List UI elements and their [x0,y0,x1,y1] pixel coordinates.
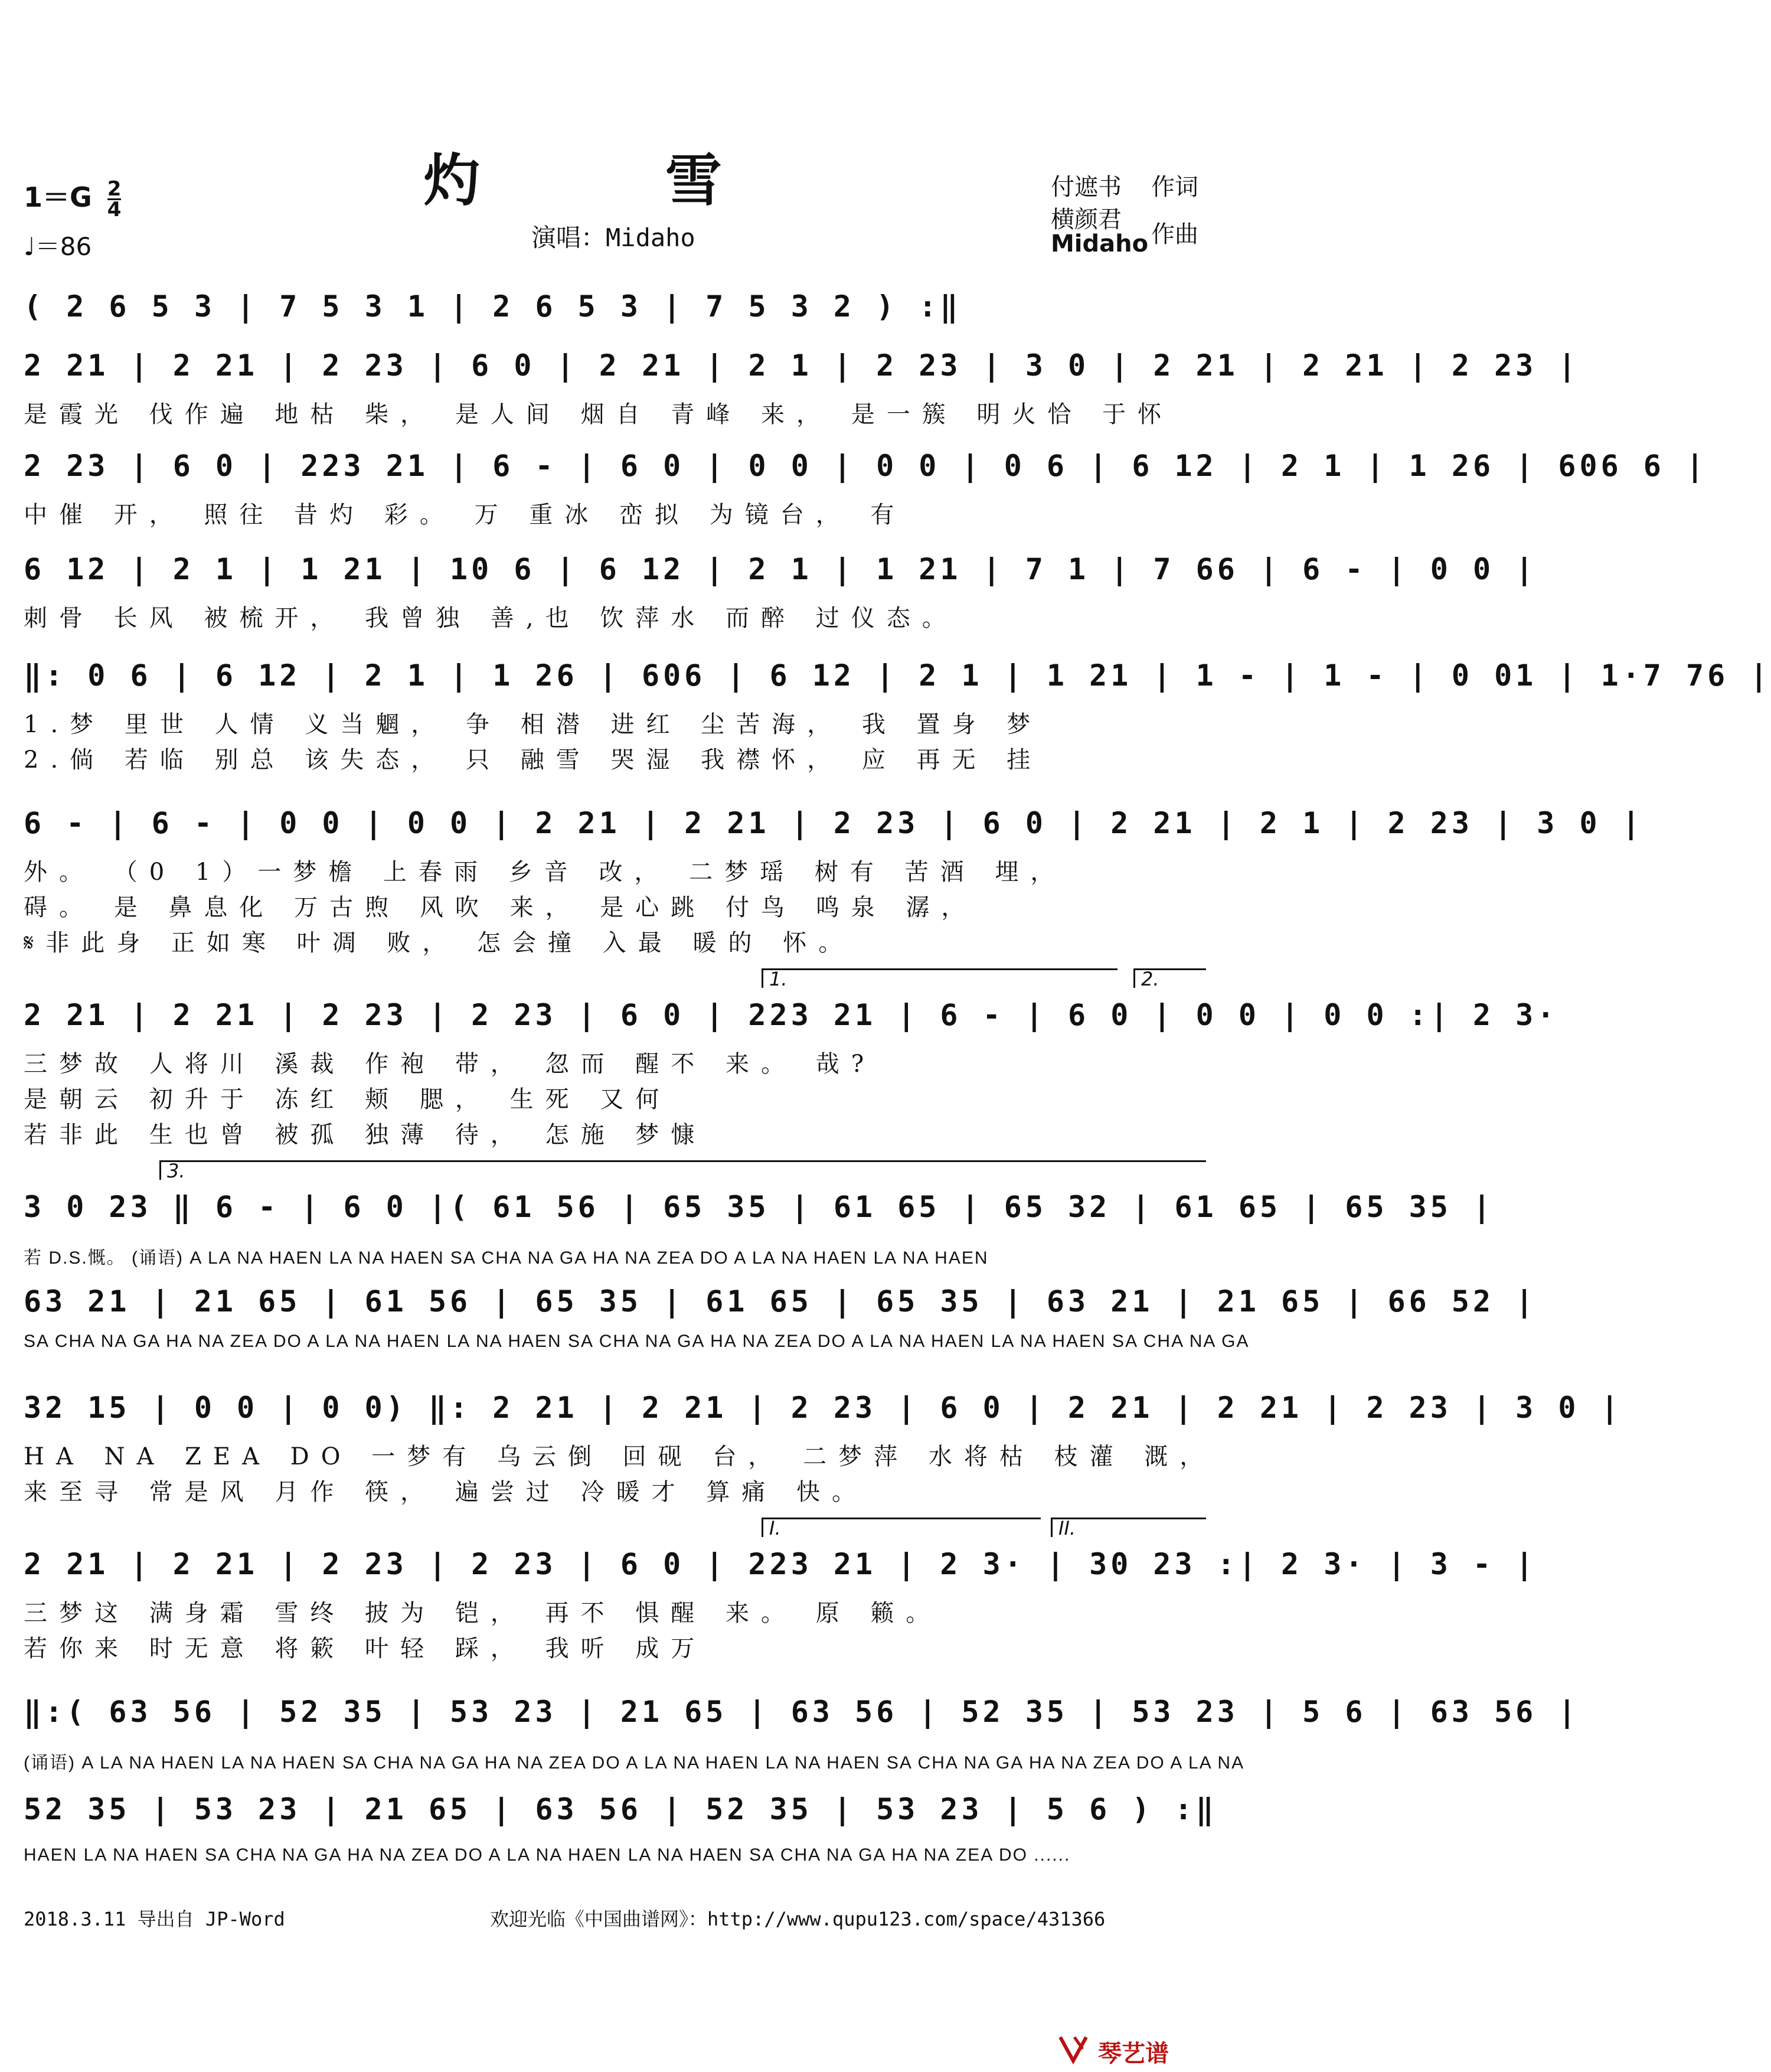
tempo-marking: ♩＝86 [24,232,92,261]
volta-bracket-2 [1133,968,1206,988]
time-numerator: 2 [107,177,122,201]
notation-line: ‖:( 63 56 | 52 35 | 53 23 | 21 65 | 63 56 | 52 35 | 53 23 | 5 6 | 63 56 | [24,1695,1580,1729]
notation-line: ‖: 0 6 | 6 12 | 2 1 | 1 26 | 606 | 6 12 | 2 1 | 1 21 | 1 - | 1 - | 0 01 | 1·7 76 | [24,658,1771,693]
notation-line: 2 21 | 2 21 | 2 23 | 6 0 | 2 21 | 2 1 | 2 23 | 3 0 | 2 21 | 2 21 | 2 23 | [24,348,1580,383]
song-title: 灼 雪 [423,147,805,214]
site-logo [1057,2031,1210,2067]
notation-line: 2 21 | 2 21 | 2 23 | 2 23 | 6 0 | 223 21 | 2 3· | 30 23 :| 2 3· | 3 - | [24,1547,1537,1581]
lyric-line: 若 D.S.慨。 (诵语) A LA NA HAEN LA NA HAEN SA CHA NA GA HA NA ZEA DO A LA NA HAEN LA NA HAEN [24,1248,989,1268]
volta-label: 3. [167,1160,185,1182]
lyric-line: 若你来 时无意 将簌 叶轻 踩， 我听 成万 [24,1635,707,1662]
composer-name-1: 横颜君 [1051,206,1122,233]
time-signature [107,177,122,221]
lyricist-name: 付遮书 [1051,174,1122,201]
lyric-line: 若非此 生也曾 被孤 独薄 待， 怎施 梦慷 [24,1121,707,1148]
notation-line: 2 23 | 6 0 | 223 21 | 6 - | 6 0 | 0 0 | 0 0 | 0 6 | 6 12 | 2 1 | 1 26 | 606 6 | [24,449,1708,483]
volta-bracket-ii [1051,1518,1206,1537]
export-note: 2018.3.11 导出自 JP-Word [24,1908,285,1930]
lyric-line: 来至寻 常是风 月作 筷， 遍尝过 冷暖才 算痛 快。 [24,1479,868,1506]
logo-text: 琴艺谱 [1098,2040,1169,2067]
key-signature [24,176,121,219]
notation-line: 32 15 | 0 0 | 0 0) ‖: 2 21 | 2 21 | 2 23 | 6 0 | 2 21 | 2 21 | 2 23 | 3 0 | [24,1391,1622,1425]
composer-role: 作曲 [1151,221,1198,248]
lyric-line: SA CHA NA GA HA NA ZEA DO A LA NA HAEN LA NA HAEN SA CHA NA GA HA NA ZEA DO A LA NA HAEN LA NA HAEN SA CHA NA GA [24,1332,1250,1351]
lyricist-role: 作词 [1151,174,1198,201]
volta-label: I. [769,1517,781,1539]
notation-line: 3 0 23 ‖ 6 - | 6 0 |( 61 56 | 65 35 | 61 65 | 65 32 | 61 65 | 65 35 | [24,1190,1495,1224]
lyric-line: 1.梦 里世 人情 义当魍， 争 相潜 进红 尘苦海， 我 置身 梦 [24,711,1043,738]
lyric-line: (诵语) A LA NA HAEN LA NA HAEN SA CHA NA GA HA NA ZEA DO A LA NA HAEN LA NA HAEN SA CHA NA GA HA NA ZEA DO A LA NA [24,1753,1245,1773]
key-text: 1＝G [24,181,92,213]
volta-bracket-3 [159,1160,1206,1180]
composer-name-2: Midaho [1051,230,1149,257]
lyric-line: 三梦故 人将川 溪裁 作袍 带， 忽而 醒不 来。 哉? [24,1050,876,1078]
lyric-line: 刺骨 长风 被梳开， 我曾独 善,也 饮萍水 而醉 过仪态。 [24,605,958,632]
notation-line: ( 2 6 5 3 | 7 5 3 1 | 2 6 5 3 | 7 5 3 2 ) :‖ [24,289,962,324]
time-denominator: 4 [107,198,122,221]
volta-bracket-1 [762,968,1118,988]
volta-bracket-i [762,1518,1041,1537]
singer-credit: 演唱：Midaho [531,223,695,252]
volta-label: 2. [1141,968,1159,990]
lyric-line: HAEN LA NA HAEN SA CHA NA GA HA NA ZEA DO A LA NA HAEN LA NA HAEN SA CHA NA GA HA NA ZEA DO ...... [24,1845,1071,1865]
volta-label: 1. [769,968,788,990]
lyric-line: 三梦这 满身霜 雪终 披为 铠， 再不 惧醒 来。 原 籁。 [24,1600,942,1627]
notation-line: 6 - | 6 - | 0 0 | 0 0 | 2 21 | 2 21 | 2 23 | 6 0 | 2 21 | 2 1 | 2 23 | 3 0 | [24,806,1643,840]
lyric-line: 是朝云 初升于 冻红 颊 腮， 生死 又何 [24,1086,671,1113]
notation-line: 6 12 | 2 1 | 1 21 | 10 6 | 6 12 | 2 1 | 1 21 | 7 1 | 7 66 | 6 - | 0 0 | [24,552,1537,586]
lyric-line: 碍。 是 鼻息化 万古煦 风吹 来， 是心跳 付鸟 鸣泉 潺， [24,894,977,921]
lyric-line: 2.倘 若临 别总 该失态， 只 融雪 哭湿 我襟怀， 应 再无 挂 [24,746,1043,774]
lyric-line: 外。 （0 1）一梦檐 上春雨 乡音 改， 二梦瑶 树有 苦酒 埋， [24,859,1066,886]
lyric-line: 𝄋非此身 正如寒 叶凋 败， 怎会撞 入最 暖的 怀。 [24,929,854,957]
lyric-line: HA NA ZEA DO 一梦有 乌云倒 回砚 台， 二梦萍 水将枯 枝灌 溉， [24,1443,1215,1470]
site-link[interactable]: 欢迎光临《中国曲谱网》：http://www.qupu123.com/space/431366 [490,1908,1106,1930]
notation-line: 63 21 | 21 65 | 61 56 | 65 35 | 61 65 | 65 35 | 63 21 | 21 65 | 66 52 | [24,1284,1537,1319]
lyric-line: 中催 开， 照往 昔灼 彩。 万 重冰 峦拟 为镜台， 有 [24,501,906,528]
notation-line: 52 35 | 53 23 | 21 65 | 63 56 | 52 35 | 53 23 | 5 6 ) :‖ [24,1792,1217,1826]
lyric-line: 是霞光 伐作遍 地枯 柴， 是人间 烟自 青峰 来， 是一簇 明火恰 于怀 [24,401,1174,428]
notation-line: 2 21 | 2 21 | 2 23 | 2 23 | 6 0 | 223 21 | 6 - | 6 0 | 0 0 | 0 0 :| 2 3· [24,998,1558,1032]
volta-label: II. [1058,1517,1076,1539]
